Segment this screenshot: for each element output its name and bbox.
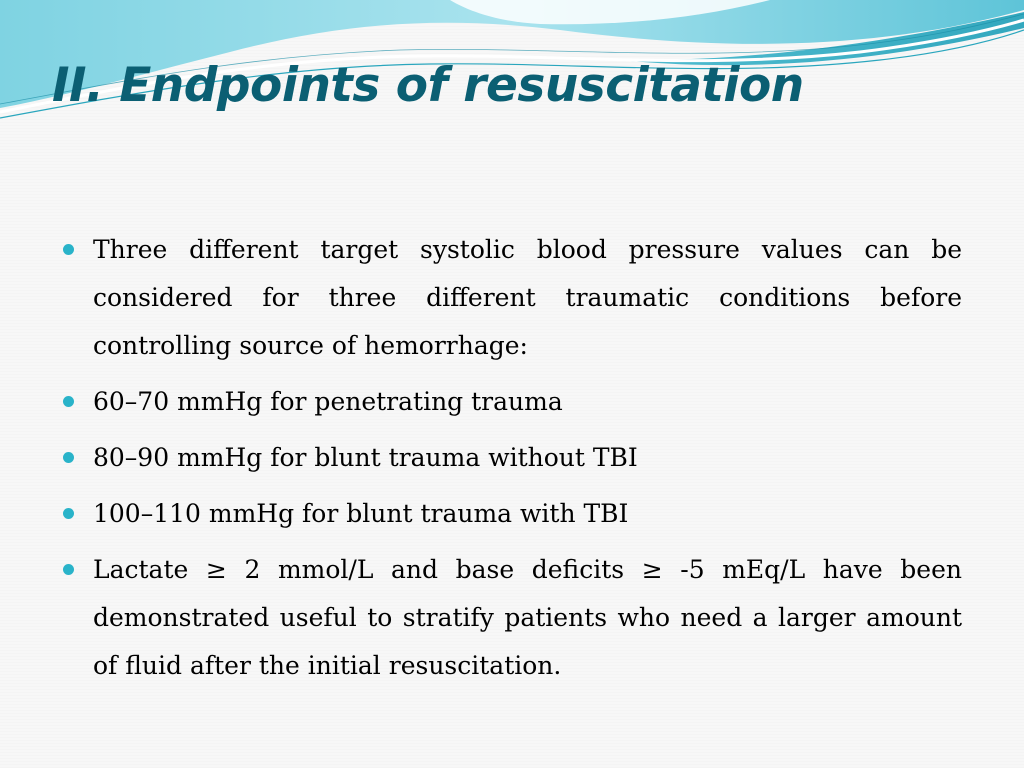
bullet-item: [62, 546, 962, 690]
bullet-item: [62, 434, 962, 482]
bullet-text: 80–90 mmHg for blunt trauma without TBI: [93, 443, 638, 472]
bullet-dot-icon: [63, 452, 74, 463]
bullet-text: 60–70 mmHg for penetrating trauma: [93, 387, 563, 416]
bullet-text: 100–110 mmHg for blunt trauma with TBI: [93, 499, 629, 528]
bullet-item: [62, 490, 962, 538]
bullet-item: [62, 226, 962, 370]
bullet-list: [62, 226, 962, 698]
bullet-item: [62, 378, 962, 426]
bullet-text: Three different target systolic blood pressure values can be considered for three different traumatic conditions before controlling source of hemorrhage:: [93, 235, 962, 360]
bullet-text: Lactate ≥ 2 mmol/L and base deficits ≥ -5 mEq/L have been demonstrated useful to stratify patients who need a larger amount of fluid after the initial resuscitation.: [93, 555, 962, 680]
slide-title: II. Endpoints of resuscitation: [52, 58, 804, 113]
bullet-dot-icon: [63, 244, 74, 255]
bullet-dot-icon: [63, 564, 74, 575]
bullet-dot-icon: [63, 508, 74, 519]
bullet-dot-icon: [63, 396, 74, 407]
